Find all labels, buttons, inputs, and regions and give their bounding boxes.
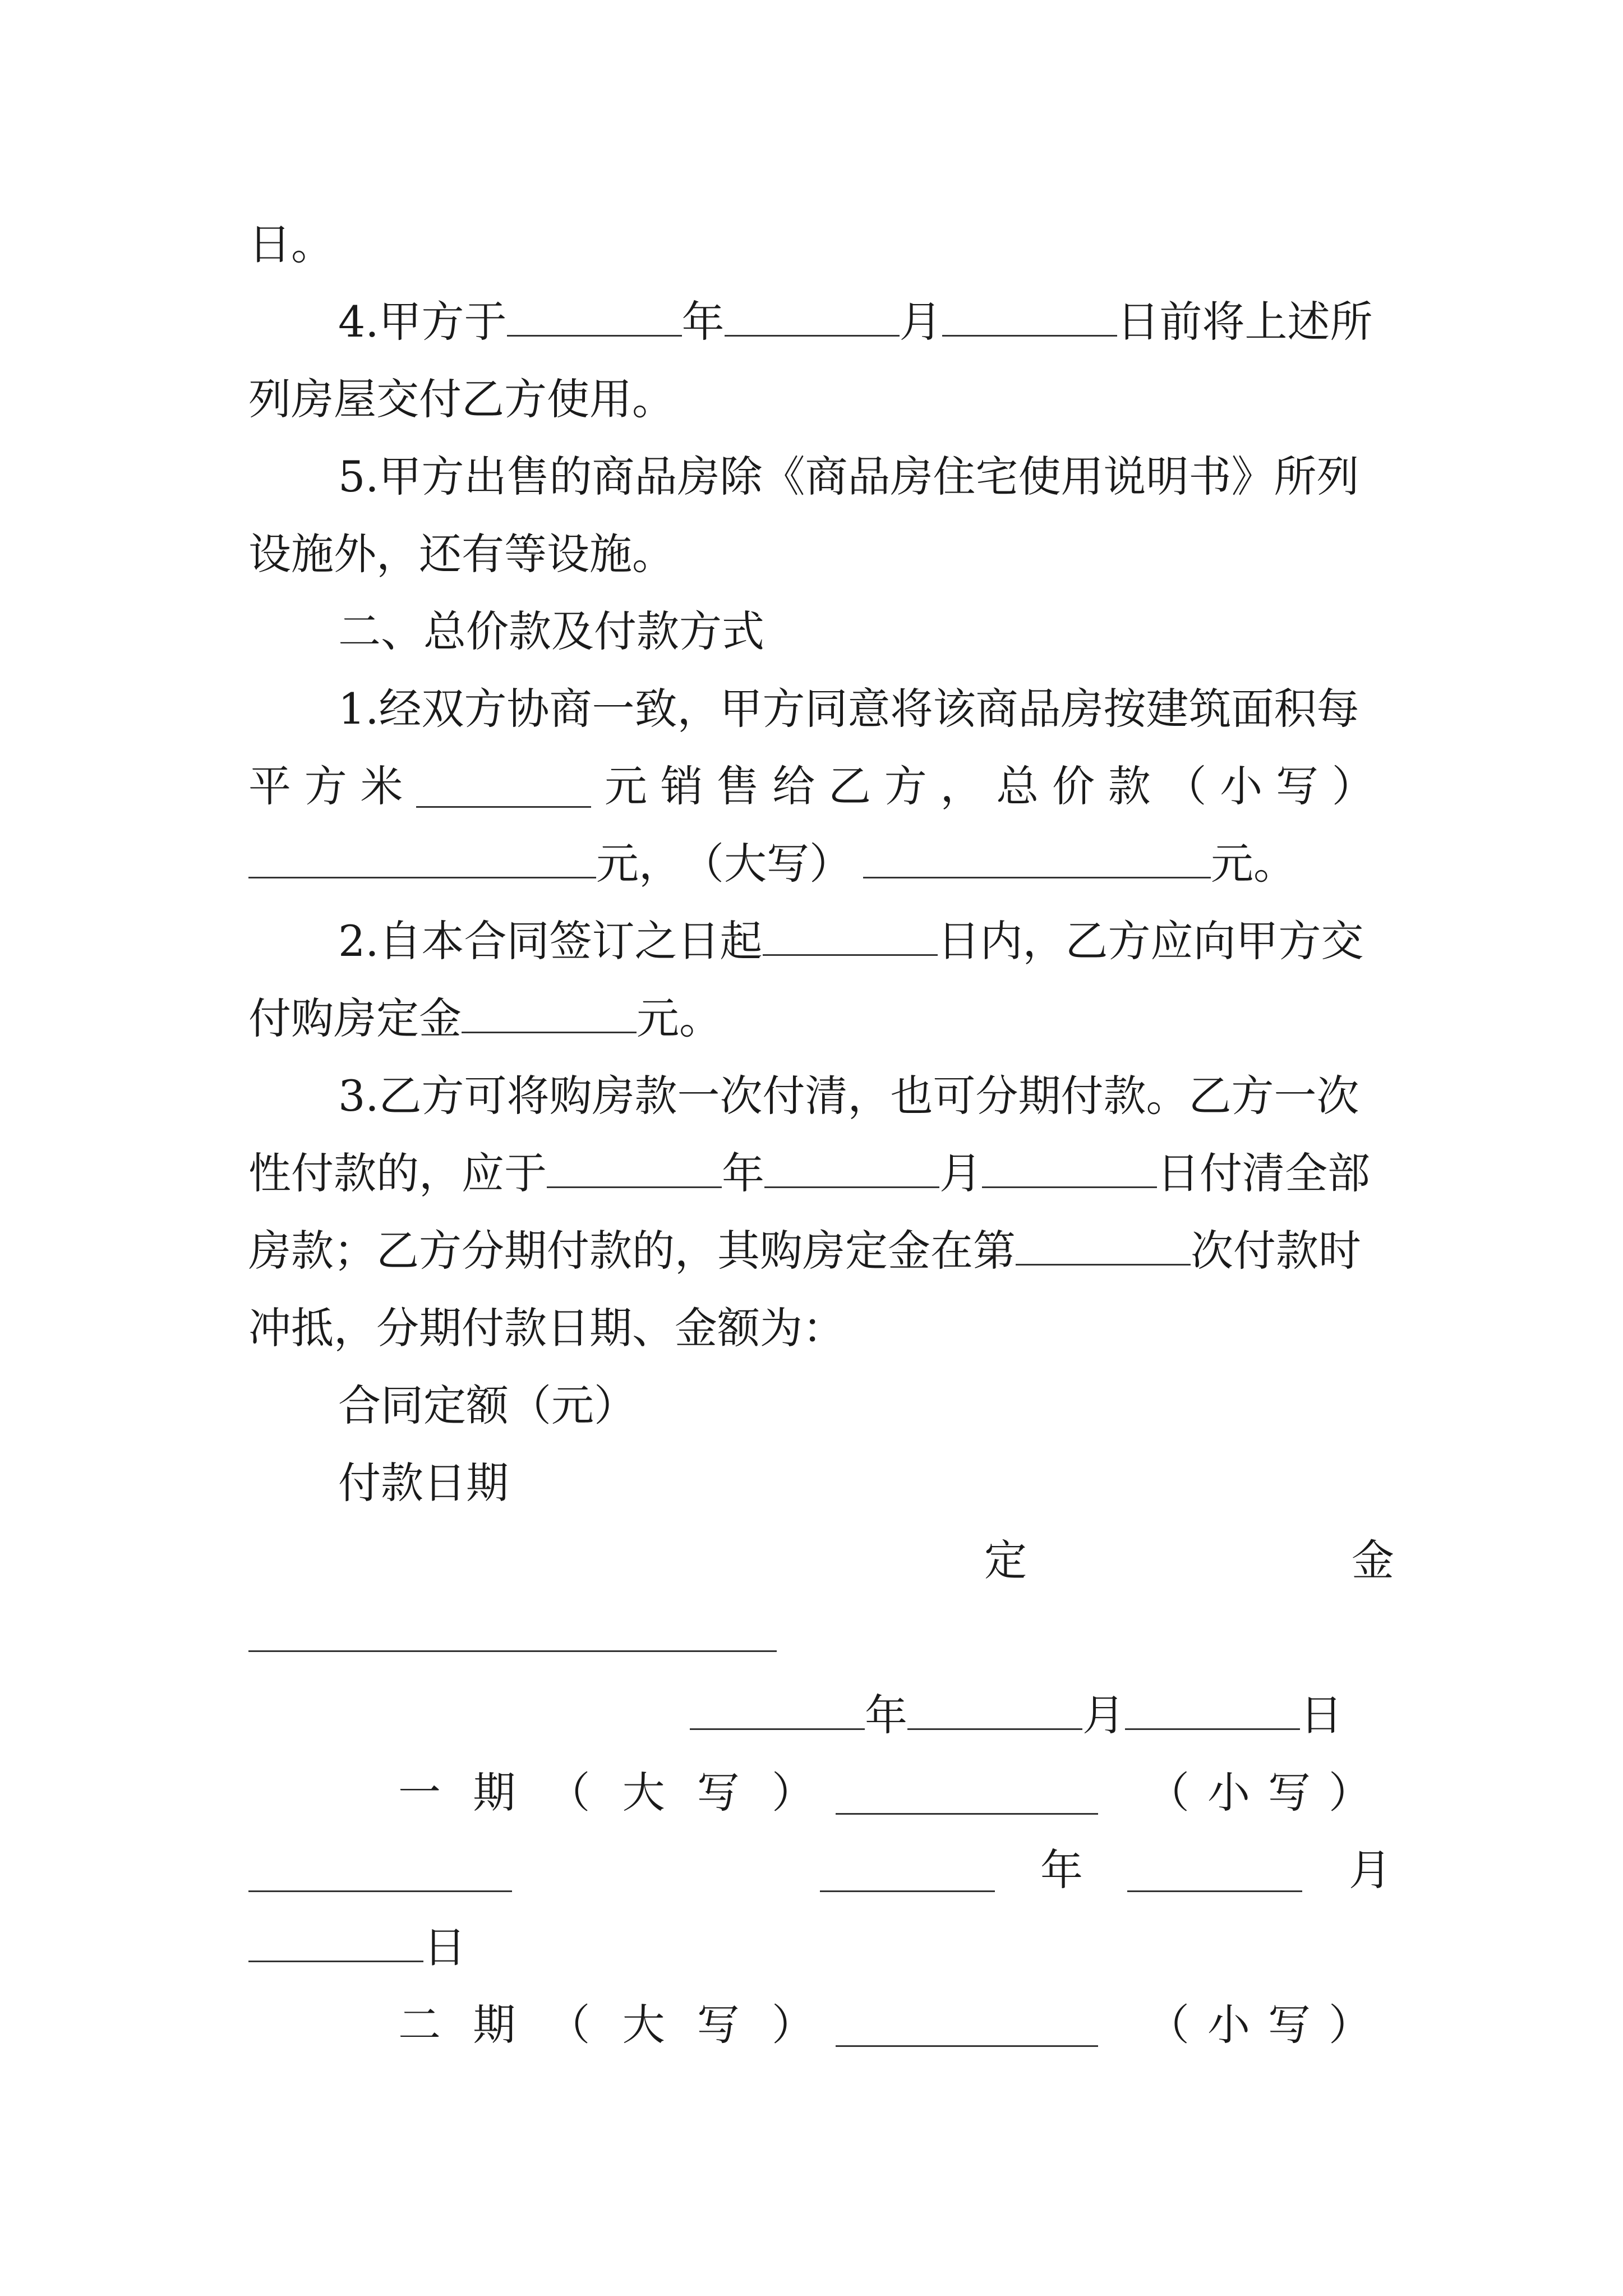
text-line	[338, 297, 1373, 347]
text-line	[248, 1148, 1370, 1198]
char: 价	[1052, 761, 1095, 811]
text-fragment: 日	[1300, 1690, 1343, 1740]
text-fragment: 付购房定金	[248, 993, 462, 1043]
text-fragment: 5.甲方出售的商品房除《商品房住宅使用说明书》所列	[338, 452, 1359, 501]
text-line-justified	[398, 2000, 814, 2050]
blank-field	[507, 334, 682, 337]
blank-field	[764, 1186, 939, 1188]
char: 写	[1268, 1768, 1311, 1818]
text-fragment: 冲抵，分期付款日期、金额为：	[248, 1303, 845, 1353]
char: ）	[1329, 2000, 1371, 2050]
text-line	[248, 219, 334, 269]
text-line	[338, 452, 1359, 501]
char: （	[547, 2000, 591, 2050]
text-fragment: 1.经双方协商一致，甲方同意将该商品房按建筑面积每	[338, 684, 1359, 734]
text-fragment: 4.甲方于	[338, 297, 507, 347]
char: 销	[660, 761, 703, 811]
text-line	[248, 839, 1296, 889]
text-fragment: 2.自本合同签订之日起	[338, 916, 763, 966]
text-fragment: 合同定额（元）	[338, 1381, 637, 1430]
blank-field	[690, 1728, 865, 1730]
blank-field	[462, 1031, 637, 1033]
text-line-justified	[1147, 1768, 1371, 1818]
text-fragment: 月	[1349, 1845, 1391, 1895]
char: 总	[996, 761, 1039, 811]
char: 方	[304, 761, 347, 811]
char: 款	[1108, 761, 1151, 811]
text-fragment: 金	[1352, 1535, 1394, 1585]
text-fragment: 年	[865, 1690, 907, 1740]
char: ）	[1329, 1768, 1371, 1818]
text-line	[248, 529, 675, 579]
text-fragment: 设施外，还有等设施。	[248, 529, 675, 579]
text-line	[248, 1226, 1361, 1276]
text-line	[690, 1690, 1343, 1740]
text-fragment: 定	[984, 1535, 1027, 1585]
text-line	[338, 1071, 1359, 1121]
char: 写	[1268, 2000, 1311, 2050]
text-fragment: 日。	[248, 219, 334, 269]
char: 期	[473, 1768, 516, 1818]
text-fragment: （大写）	[681, 839, 852, 889]
text-line-justified	[1147, 2000, 1371, 2050]
char: 元	[605, 761, 647, 811]
blank-field	[763, 954, 938, 956]
text-fragment: 付款日期	[338, 1458, 509, 1508]
text-line	[248, 993, 722, 1043]
blank-field	[547, 1186, 722, 1188]
text-fragment: 房款；乙方分期付款的，其购房定金在第	[248, 1226, 1016, 1276]
blank-field	[836, 1813, 1098, 1815]
text-fragment: 性付款的，应于	[248, 1148, 547, 1198]
char: 小	[1207, 2000, 1250, 2050]
char: 写	[697, 1768, 740, 1818]
char: ，	[940, 761, 983, 811]
char: （	[1164, 761, 1207, 811]
text-fragment: 列房屋交付乙方使用。	[248, 374, 675, 424]
text-fragment: 元，	[596, 839, 681, 889]
char: 期	[473, 2000, 516, 2050]
text-fragment: 次付款时	[1191, 1226, 1361, 1276]
text-fragment: 日付清全部	[1157, 1148, 1370, 1198]
blank-field	[248, 876, 596, 878]
blank-field	[1016, 1263, 1191, 1266]
text-fragment: 日内，乙方应向甲方交	[937, 916, 1364, 966]
char: 写	[697, 2000, 740, 2050]
text-fragment: 日	[423, 1922, 466, 1972]
text-fragment: 二、总价款及付款方式	[338, 606, 764, 656]
text-line	[248, 374, 675, 424]
blank-field	[416, 806, 591, 808]
blank-field	[982, 1186, 1157, 1188]
blank-field	[248, 1960, 423, 1962]
blank-field	[907, 1728, 1082, 1730]
text-fragment: 年	[722, 1148, 764, 1198]
char: 一	[398, 1768, 441, 1818]
char: 米	[360, 761, 403, 811]
text-fragment: 月	[1082, 1690, 1125, 1740]
char: 二	[398, 2000, 441, 2050]
text-fragment: 月	[899, 297, 942, 347]
text-line	[338, 1458, 509, 1508]
blank-field	[942, 334, 1117, 337]
blank-field	[820, 1890, 995, 1892]
char: 平	[248, 761, 291, 811]
text-fragment: 日前将上述所	[1117, 297, 1373, 347]
char: （	[547, 1768, 591, 1818]
blank-field	[248, 1650, 777, 1652]
char: ）	[771, 1768, 814, 1818]
char: 售	[716, 761, 759, 811]
text-line-justified	[248, 761, 1375, 811]
char: 大	[622, 2000, 665, 2050]
blank-field	[863, 876, 1211, 878]
blank-field	[725, 334, 900, 337]
text-fragment: 年	[681, 297, 725, 347]
blank-field	[1127, 1890, 1302, 1892]
text-fragment: 月	[939, 1148, 982, 1198]
char: ）	[1331, 761, 1375, 811]
text-line	[338, 684, 1359, 734]
char: 给	[772, 761, 815, 811]
text-fragment: 元。	[637, 993, 722, 1043]
char: 方	[884, 761, 927, 811]
blank-field	[248, 1890, 512, 1892]
char: 写	[1276, 761, 1318, 811]
text-line	[338, 1381, 637, 1430]
text-line	[248, 1922, 466, 1972]
char: （	[1147, 2000, 1189, 2050]
char: 乙	[828, 761, 871, 811]
section-heading	[338, 606, 764, 656]
char: （	[1147, 1768, 1189, 1818]
char: ）	[771, 2000, 814, 2050]
text-line-justified	[398, 1768, 814, 1818]
blank-field	[836, 2045, 1098, 2047]
text-line	[338, 916, 1364, 966]
blank-field	[1125, 1728, 1300, 1730]
char: 小	[1220, 761, 1263, 811]
text-fragment: 年	[1040, 1845, 1083, 1895]
char: 小	[1207, 1768, 1250, 1818]
char: 大	[622, 1768, 665, 1818]
text-fragment: 3.乙方可将购房款一次付清，也可分期付款。乙方一次	[338, 1071, 1359, 1121]
text-fragment: 元。	[1211, 839, 1296, 889]
text-line	[248, 1303, 845, 1353]
